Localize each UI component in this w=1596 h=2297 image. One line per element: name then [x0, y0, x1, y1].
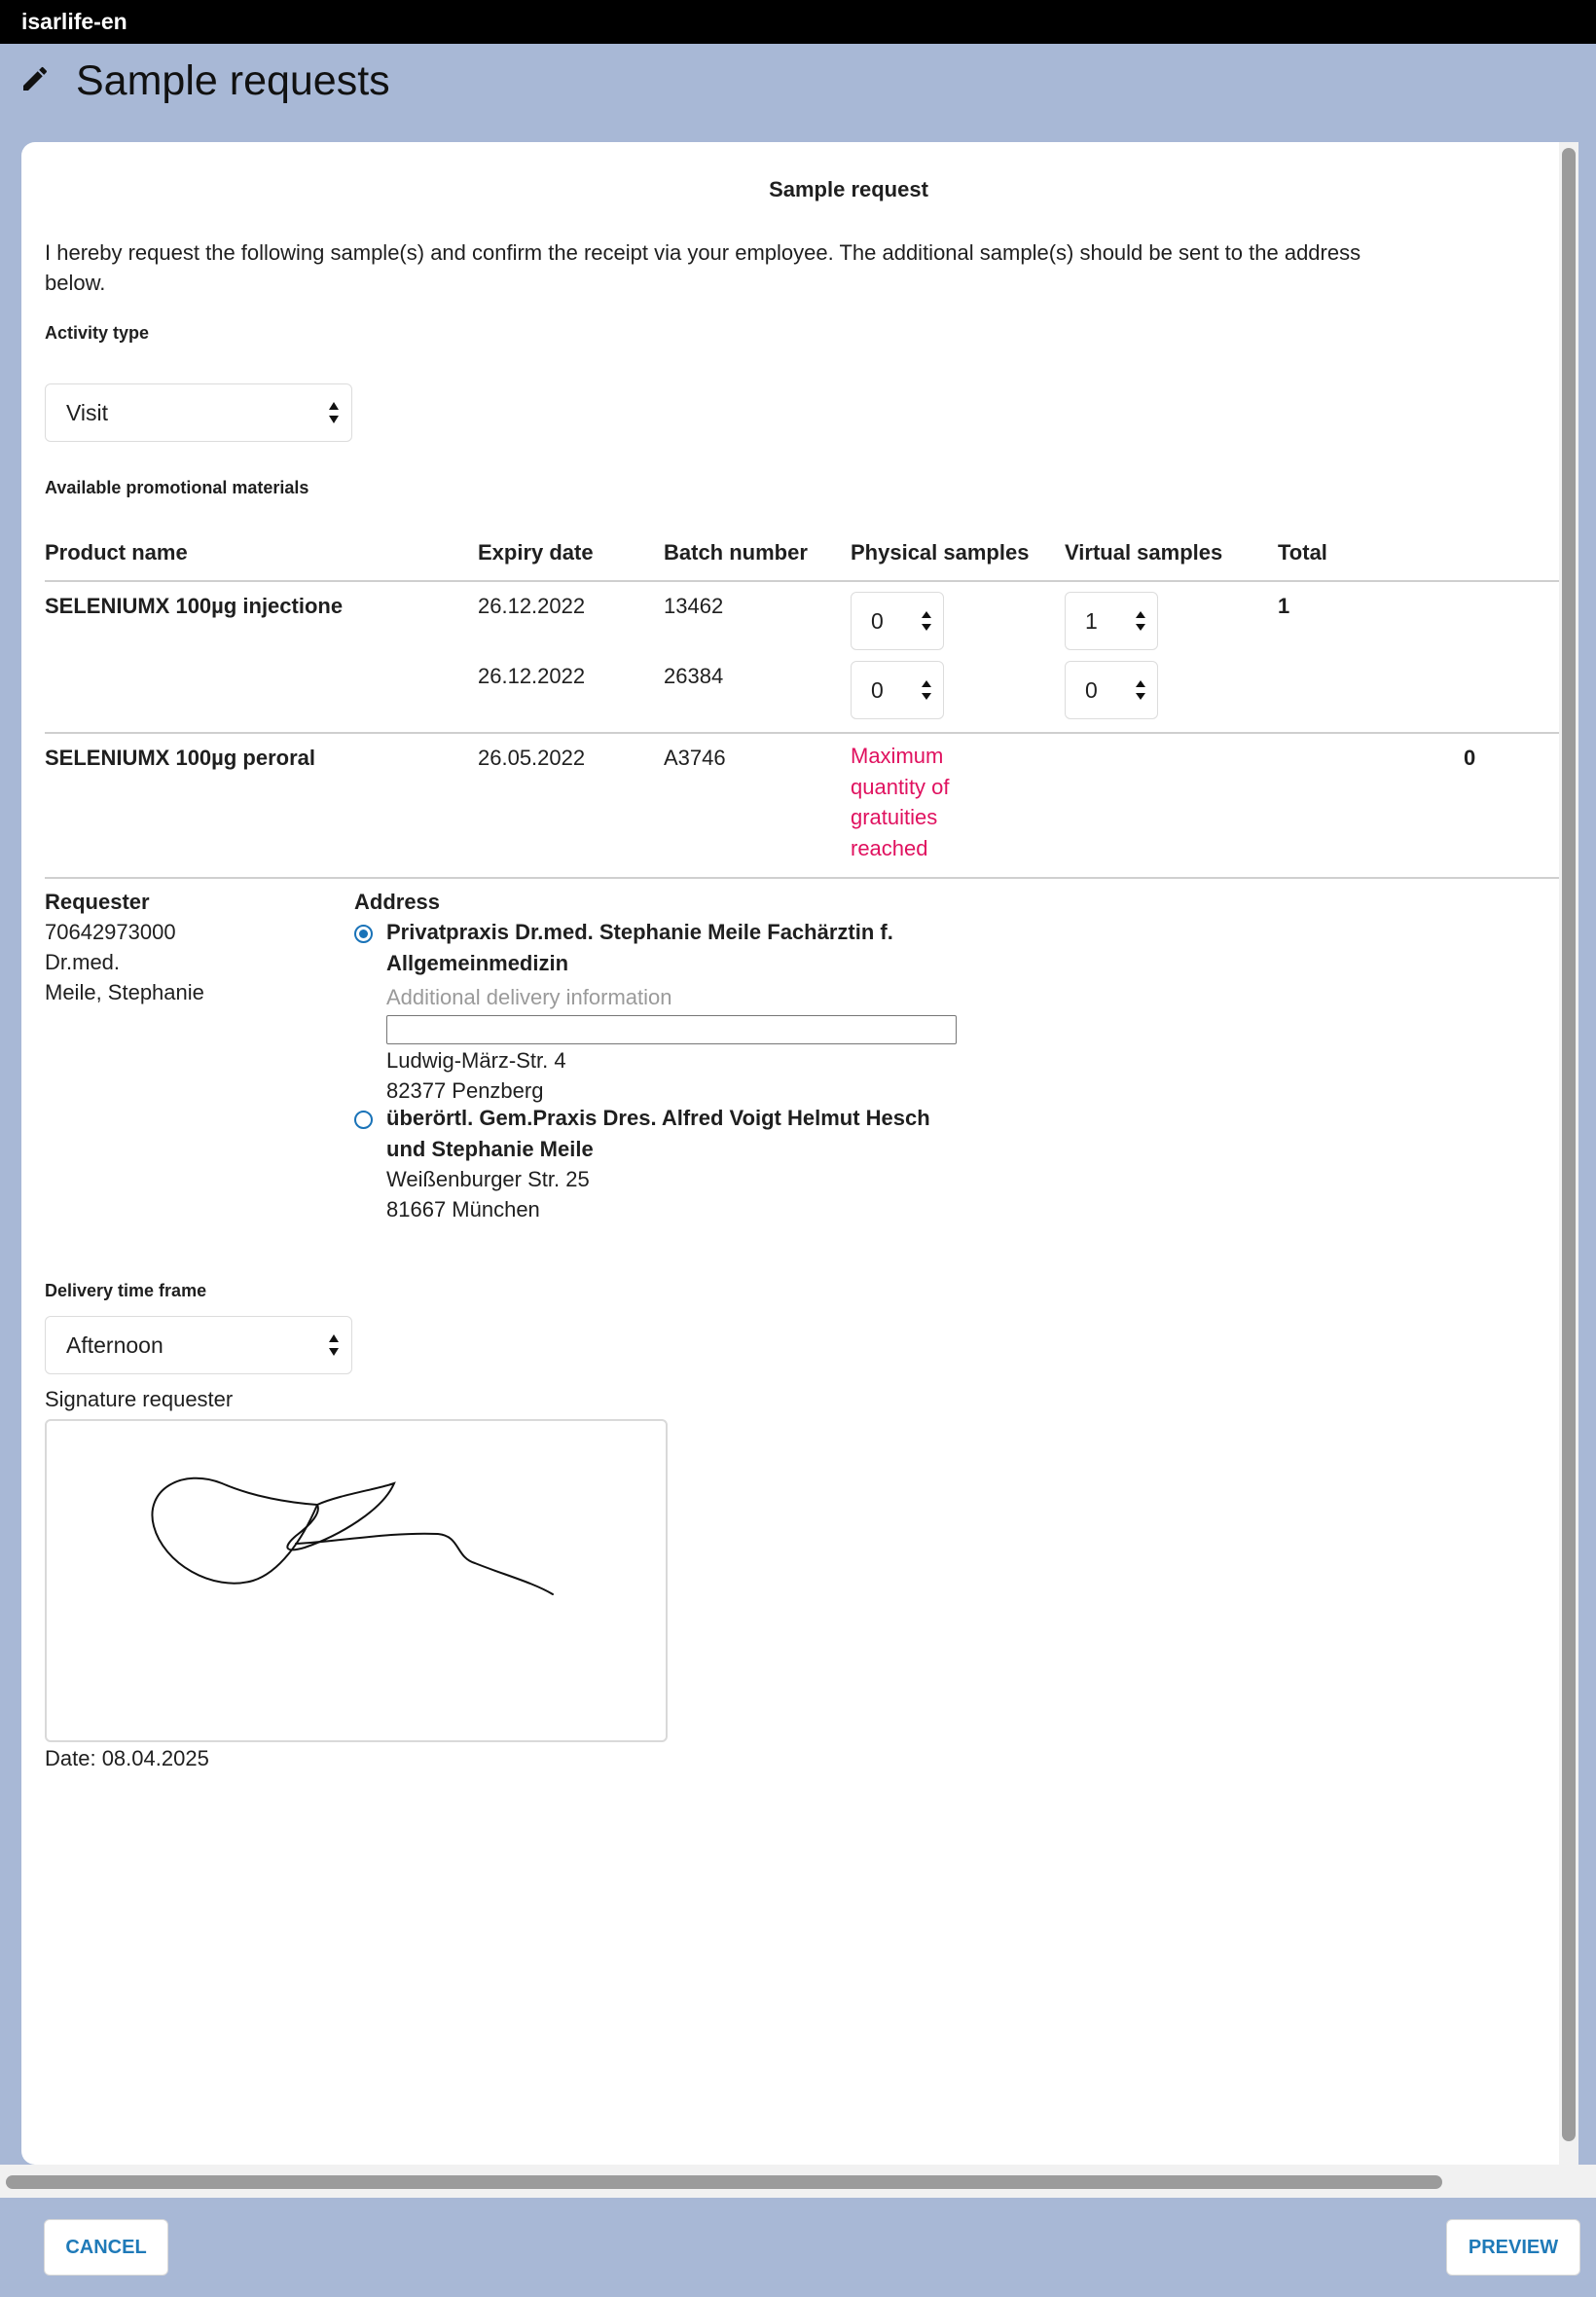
address-street-2: Weißenburger Str. 25 — [386, 1167, 590, 1191]
product-name: SELENIUMX 100µg peroral — [45, 746, 315, 770]
requester-title: Dr.med. — [45, 950, 121, 974]
signature-label: Signature requester — [45, 1387, 234, 1411]
col-header-product: Product name — [45, 540, 188, 565]
page-header — [0, 44, 1596, 141]
app-title-bar — [0, 0, 1596, 44]
address-city-1: 82377 Penzberg — [386, 1078, 544, 1103]
col-header-virtual: Virtual samples — [1065, 540, 1223, 565]
requester-id: 70642973000 — [45, 920, 176, 944]
pencil-icon — [19, 63, 51, 94]
table-divider — [45, 580, 1567, 582]
table-divider — [45, 877, 1567, 879]
delivery-time-value: Afternoon — [66, 1332, 163, 1358]
row-total: 1 — [1278, 594, 1290, 618]
col-header-expiry: Expiry date — [478, 540, 594, 565]
materials-label: Available promotional materials — [45, 478, 309, 497]
stepper-arrows-icon — [1135, 676, 1146, 704]
batch-number: 26384 — [664, 664, 724, 688]
address-radio-2[interactable] — [354, 1111, 373, 1129]
stepper-arrows-icon — [1135, 607, 1146, 635]
delivery-time-select[interactable] — [45, 1316, 352, 1374]
address-city-2: 81667 München — [386, 1197, 540, 1221]
expiry-date: 26.12.2022 — [478, 594, 586, 618]
intro-text: I hereby request the following sample(s) and confirm the receipt via your employee. The additional sample(s) should be sent to the address below. — [45, 240, 1361, 295]
col-header-batch: Batch number — [664, 540, 808, 565]
requester-label: Requester — [45, 890, 150, 914]
select-arrows-icon — [328, 398, 340, 427]
stepper-arrows-icon — [921, 607, 932, 635]
stepper-arrows-icon — [921, 676, 932, 704]
signature-drawing — [47, 1421, 666, 1740]
stepper-value: 0 — [871, 608, 884, 634]
virtual-samples-stepper[interactable] — [1065, 592, 1158, 650]
app-title: isarlife-en — [21, 9, 127, 34]
address-name-2: überörtl. Gem.Praxis Dres. Alfred Voigt Helmut Hesch und Stephanie Meile — [386, 1106, 930, 1161]
requester-name: Meile, Stephanie — [45, 980, 204, 1004]
address-radio-1[interactable] — [354, 925, 373, 943]
signature-date: Date: 08.04.2025 — [45, 1746, 209, 1770]
horizontal-scrollbar-thumb[interactable] — [6, 2175, 1442, 2189]
vertical-scrollbar-thumb[interactable] — [1562, 148, 1576, 2141]
address-street-1: Ludwig-März-Str. 4 — [386, 1048, 566, 1073]
footer-bar — [0, 2198, 1596, 2297]
row-total: 0 — [1464, 746, 1476, 770]
col-header-physical: Physical samples — [851, 540, 1030, 565]
form-title: Sample request — [769, 177, 928, 201]
delivery-info-input[interactable] — [386, 1015, 957, 1044]
expiry-date: 26.12.2022 — [478, 664, 586, 688]
stepper-value: 1 — [1085, 608, 1098, 634]
virtual-samples-stepper[interactable] — [1065, 661, 1158, 719]
physical-samples-stepper[interactable] — [851, 661, 944, 719]
activity-type-select[interactable] — [45, 383, 352, 442]
product-name: SELENIUMX 100µg injectione — [45, 594, 344, 618]
expiry-date: 26.05.2022 — [478, 746, 586, 770]
signature-pad[interactable] — [45, 1419, 668, 1742]
delivery-time-label: Delivery time frame — [45, 1281, 207, 1300]
activity-type-label: Activity type — [45, 323, 150, 343]
batch-number: A3746 — [664, 746, 726, 770]
physical-samples-stepper[interactable] — [851, 592, 944, 650]
preview-button[interactable]: PREVIEW — [1446, 2219, 1580, 2276]
stepper-value: 0 — [1085, 677, 1098, 703]
delivery-info-label: Additional delivery information — [386, 985, 672, 1009]
table-divider — [45, 732, 1567, 734]
address-label: Address — [354, 890, 441, 914]
select-arrows-icon — [328, 1331, 340, 1360]
cancel-button[interactable]: CANCEL — [44, 2219, 168, 2276]
col-header-total: Total — [1278, 540, 1327, 565]
activity-type-value: Visit — [66, 400, 109, 425]
address-name-1: Privatpraxis Dr.med. Stephanie Meile Fachärztin f. Allgemeinmedizin — [386, 920, 893, 975]
stepper-value: 0 — [871, 677, 884, 703]
max-quantity-warning: Maximum quantity of gratuities reached — [851, 744, 950, 860]
batch-number: 13462 — [664, 594, 724, 618]
page-title: Sample requests — [76, 57, 390, 104]
sample-request-form — [21, 142, 1578, 2165]
